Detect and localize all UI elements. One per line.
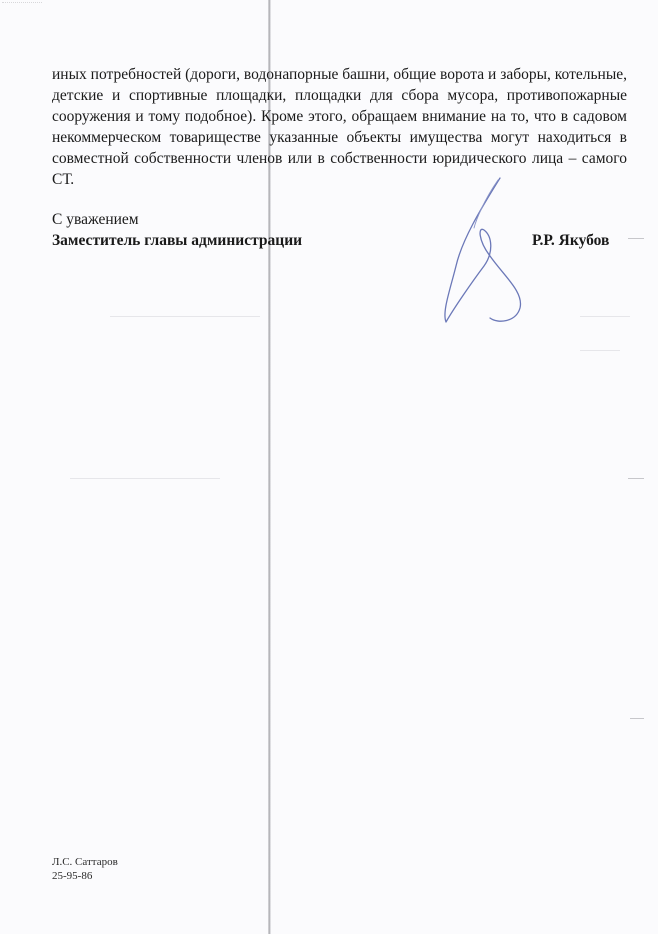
executor-phone: 25-95-86	[52, 870, 93, 882]
executor-block	[52, 855, 118, 883]
closing-phrase: С уважением	[52, 211, 139, 228]
margin-mark	[630, 718, 644, 719]
show-through-line	[70, 478, 220, 479]
handwritten-signature	[432, 170, 542, 330]
letter-body-paragraph: иных потребностей (дороги, водонапорные башни, общие ворота и заборы, котельные, детские и спортивные площадки, площадки для сбора мусора, противопожарные сооружения и тому подобное). Кроме этого, обращаем внимание на то, что в садовом некоммерческом товариществе указанные объекты имущества могут находиться в совместной собственности членов или в собственности юридического лица – самого СТ.	[52, 66, 627, 188]
executor-name: Л.С. Саттаров	[52, 856, 118, 868]
show-through-line	[580, 316, 630, 317]
signer-title: Заместитель главы администрации	[52, 232, 303, 249]
scan-corner-mark	[2, 2, 42, 11]
show-through-line	[580, 350, 620, 351]
show-through-line	[110, 316, 260, 317]
margin-mark	[628, 238, 644, 239]
signer-name: Р.Р. Якубов	[532, 232, 610, 249]
margin-mark	[628, 478, 644, 479]
